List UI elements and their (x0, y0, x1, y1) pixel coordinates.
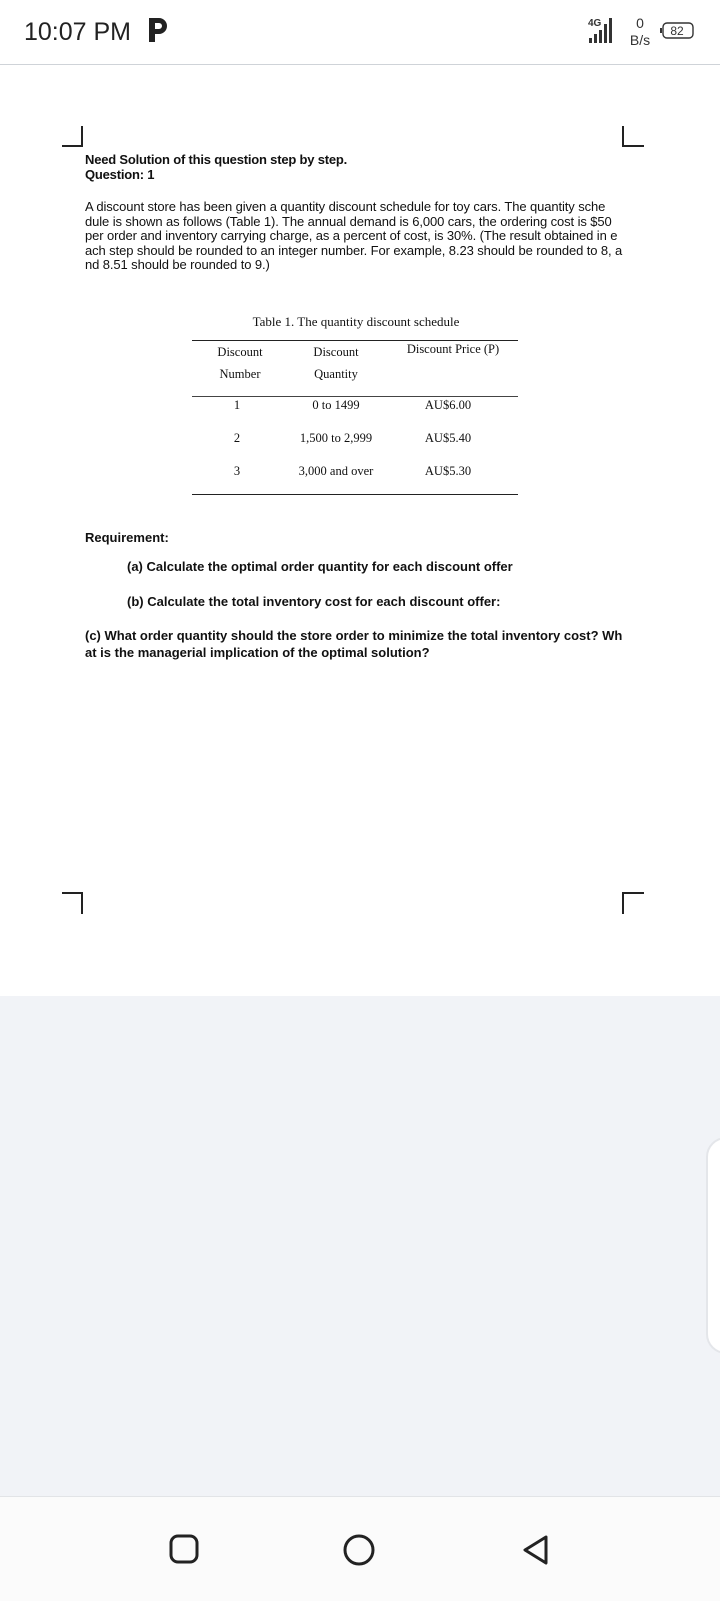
header-line: Discount (313, 345, 359, 359)
table-cell: 0 to 1499 (312, 398, 360, 412)
requirement-c-line: (c) What order quantity should the store order to minimize the total inventory cost? Wh (85, 628, 623, 643)
table-header-rule (192, 396, 518, 397)
question-label: Question: 1 (85, 167, 155, 182)
paragraph-line: ach step should be rounded to an integer number. For example, 8.23 should be rounded to 8, a (85, 242, 623, 258)
crop-corner-top-right-icon[interactable] (622, 126, 644, 148)
crop-corner-bottom-right-icon[interactable] (622, 892, 644, 914)
requirement-c-line: at is the managerial implication of the optimal solution? (85, 645, 430, 660)
table-top-rule (192, 340, 518, 341)
table-cell: AU$5.30 (424, 464, 472, 478)
request-text: Need Solution of this question step by step. (85, 152, 348, 167)
clock-time: 10:07 PM (24, 18, 132, 46)
paragraph-line: dule is shown as follows (Table 1). The annual demand is 6,000 cars, the ordering cost is $50 (85, 213, 612, 229)
table-header-cell (192, 345, 288, 382)
status-bar (0, 0, 720, 65)
paragraph-line: nd 8.51 should be rounded to 9.) (85, 257, 270, 273)
parking-notification-icon (146, 16, 170, 44)
home-icon[interactable] (342, 1533, 376, 1567)
table-cell: 1,500 to 2,999 (299, 431, 373, 445)
crop-corner-bottom-left-icon[interactable] (62, 892, 84, 914)
table-cell: 2 (233, 431, 241, 445)
paragraph-line: A discount store has been given a quantity discount schedule for toy cars. The quantity sche (85, 199, 606, 214)
network-type-label: 4G (588, 18, 602, 29)
table-header-cell (288, 345, 384, 382)
header-line: Discount Price (P) (406, 342, 500, 356)
paragraph-line: per order and inventory carrying charge, as a percent of cost, is 30%. (The result obtained in e (85, 228, 618, 244)
recent-apps-icon[interactable] (168, 1533, 200, 1565)
table-header-cell (388, 342, 518, 357)
network-speed (622, 15, 658, 49)
table-cell: 1 (233, 398, 241, 412)
requirement-label: Requirement: (85, 530, 169, 545)
table-cell: AU$6.00 (424, 398, 472, 412)
table-cell: 3 (233, 464, 241, 478)
table-cell: AU$5.40 (424, 431, 472, 445)
signal-strength-icon (588, 16, 620, 46)
question-paragraph (85, 200, 641, 273)
requirement-a: (a) Calculate the optimal order quantity for each discount offer (127, 559, 513, 574)
question-header (85, 152, 641, 182)
table-bottom-rule (192, 494, 518, 495)
back-icon[interactable] (520, 1533, 550, 1567)
table-cell: 3,000 and over (298, 464, 374, 478)
header-line: Number (219, 367, 261, 381)
requirement-c (85, 627, 645, 661)
battery-level: 82 (670, 24, 684, 38)
network-speed-value: 0 (636, 15, 644, 31)
header-line: Discount (217, 345, 263, 359)
edge-panel-handle[interactable] (706, 1137, 720, 1354)
header-line: Quantity (314, 367, 358, 381)
table-caption: Table 1. The quantity discount schedule (252, 314, 460, 329)
requirement-b: (b) Calculate the total inventory cost for each discount offer: (127, 594, 501, 609)
crop-corner-top-left-icon[interactable] (62, 126, 84, 148)
network-speed-unit: B/s (629, 32, 651, 48)
navigation-bar (0, 1496, 720, 1601)
